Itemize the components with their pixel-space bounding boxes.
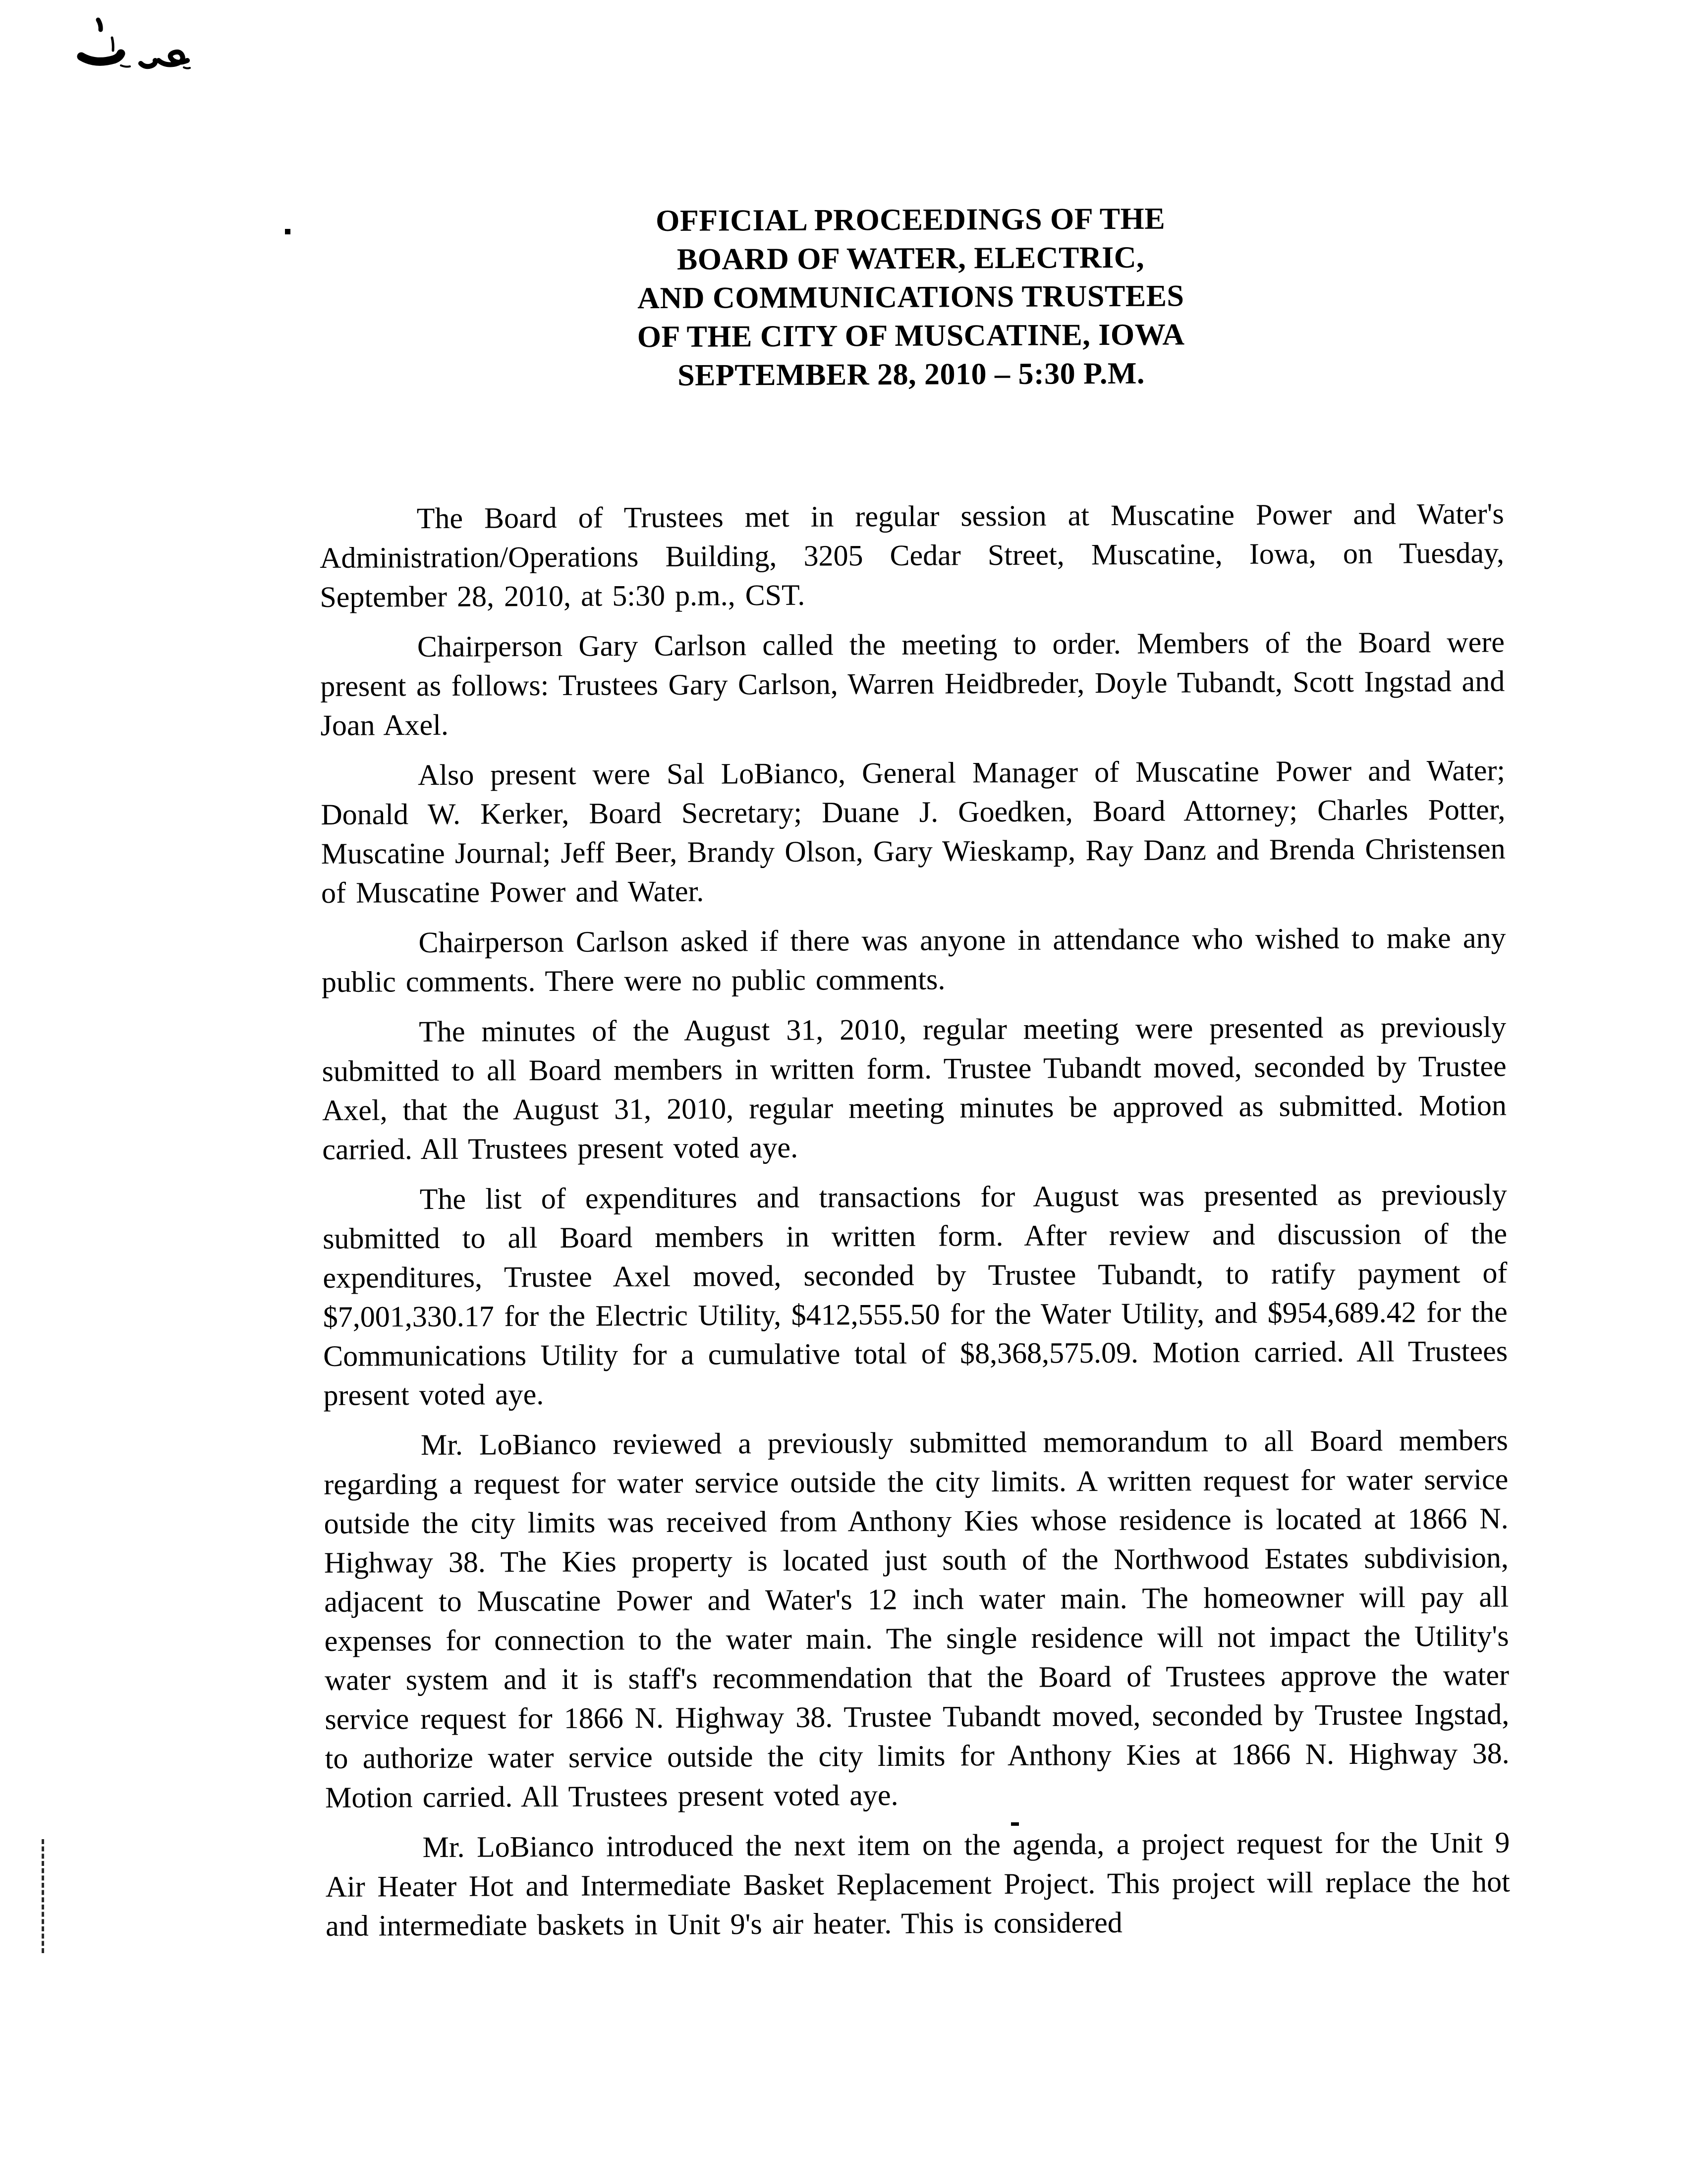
document-title-line: AND COMMUNICATIONS TRUSTEES — [637, 279, 1184, 316]
document-paragraph: The minutes of the August 31, 2010, regular meeting were presented as previously submitted to all Board members in written form. Trustee Tubandt moved, seconded by Trustee Axel, that the August 31, 2010, regular meeting minutes be approved as submitted. Motion carried. All Trustees present voted aye. — [322, 1010, 1507, 1166]
document-title — [318, 198, 1504, 396]
document-paragraph: The list of expenditures and transactions for August was presented as previously submitted to all Board members in written form. After review and discussion of the expenditures, Trustee Axel moved, seconded by Trustee Tubandt, to ratify payment of $7,001,330.17 for the Electric Utility, $412,555.50 for the Water Utility, and $954,689.42 for the Communications Utility for a cumulative total of $8,368,575.09. Motion carried. All Trustees present voted aye. — [322, 1178, 1508, 1412]
scan-edge-artifact-line — [42, 1839, 44, 1953]
document-paragraph: Also present were Sal LoBianco, General Manager of Muscatine Power and Water; Donald W. Kerker, Board Secretary; Duane J. Goedken, Board Attorney; Charles Potter, Muscatine Journal; Jeff Beer, Brandy Olson, Gary Wieskamp, Ray Danz and Brenda Christensen of Muscatine Power and Water. — [321, 754, 1506, 909]
document-title-line: SEPTEMBER 28, 2010 – 5:30 P.M. — [677, 356, 1145, 392]
document-paragraph: The Board of Trustees met in regular session at Muscatine Power and Water's Administration/Operations Building, 3205 Cedar Street, Muscatine, Iowa, on Tuesday, September 28, 2010, at 5:30 p.m., CST. — [319, 497, 1505, 613]
document-content — [318, 198, 1510, 1957]
document-body — [320, 494, 1511, 1946]
document-title-line: OFFICIAL PROCEEDINGS OF THE — [655, 202, 1166, 238]
document-title-line: OF THE CITY OF MUSCATINE, IOWA — [637, 318, 1185, 354]
document-paragraph: Mr. LoBianco introduced the next item on the agenda, a project request for the Unit 9 Air Heater Hot and Intermediate Basket Replacement Project. This project will replace the hot and intermediate baskets in Unit 9's air heater. This is considered — [325, 1826, 1510, 1942]
document-paragraph: Mr. LoBianco reviewed a previously submitted memorandum to all Board members regarding a request for water service outside the city limits. A written request for water service outside the city limits was received from Anthony Kies whose residence is located at 1866 N. Highway 38. The Kies property is located just south of the Northwood Estates subdivision, adjacent to Muscatine Power and Water's 12 inch water main. The homeowner will pay all expenses for connection to the water main. The single residence will not impact the Utility's water system and it is staff's recommendation that the Board of Trustees approve the water service request for 1866 N. Highway 38. Trustee Tubandt moved, seconded by Trustee Ingstad, to authorize water service outside the city limits for Anthony Kies at 1866 N. Highway 38. Motion carried. All Trustees present voted aye. — [324, 1423, 1510, 1814]
scan-speckle-dot — [285, 229, 290, 234]
document-title-line: BOARD OF WATER, ELECTRIC, — [676, 240, 1145, 276]
document-paragraph: Chairperson Carlson asked if there was anyone in attendance who wished to make any public comments. There were no public comments. — [321, 921, 1506, 998]
document-paragraph: Chairperson Gary Carlson called the meeting to order. Members of the Board were present as follows: Trustees Gary Carlson, Warren Heidbreder, Doyle Tubandt, Scott Ingstad and Joan Axel. — [320, 625, 1505, 742]
handwritten-ink-mark — [73, 14, 237, 83]
